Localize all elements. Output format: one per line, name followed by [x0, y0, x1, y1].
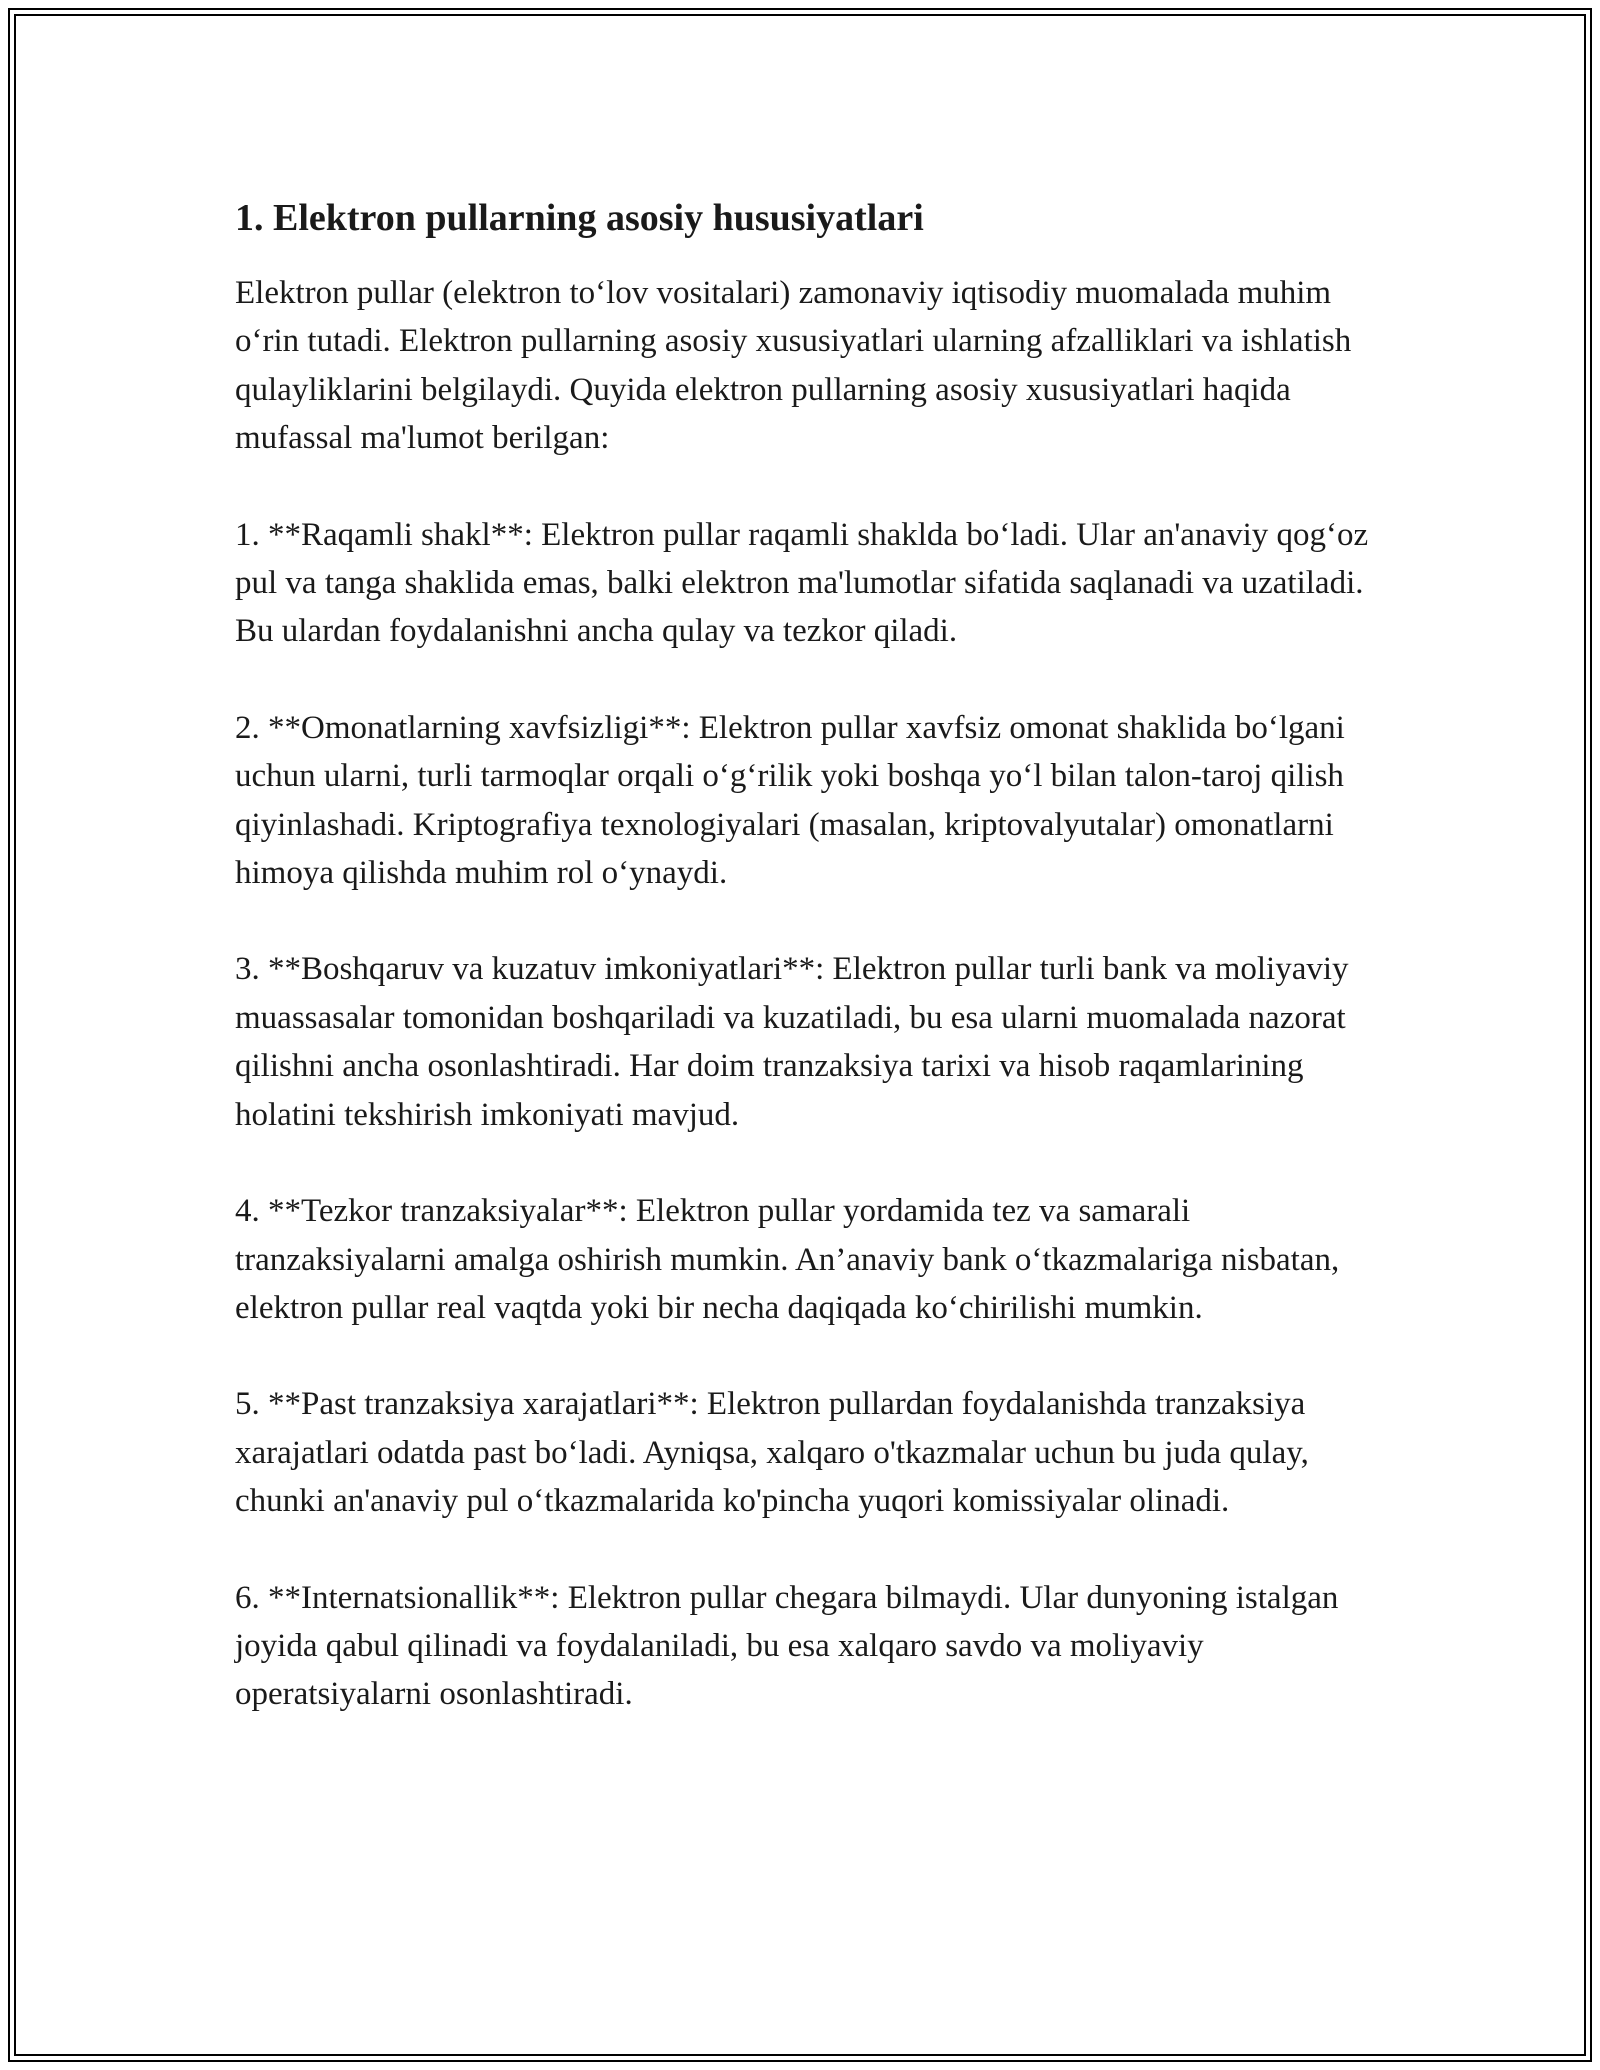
paragraph-low-fees: 5. **Past tranzaksiya xarajatlari**: Elektron pullardan foydalanishda tranzaksiya xarajatlari odatda past bo‘ladi. Ayniqsa, xalqaro o'tkazmalar uchun bu juda qulay, chunki an'anaviy pul o‘tkazmalarida ko'pincha yuqori komissiyalar olinadi.	[235, 1386, 1309, 1520]
paragraph-deposit-security: 2. **Omonatlarning xavfsizligi**: Elektron pullar xavfsiz omonat shaklida bo‘lgani uchun ularni, turli tarmoqlar orqali o‘g‘rilik yoki boshqa yo‘l bilan talon-taroj qilish qiyinlashadi. Kriptografiya texnologiyalari (masalan, kriptovalyutalar) omonatlarni himoya qilishda muhim rol o‘ynaydi.	[235, 709, 1345, 892]
paragraph-fast-transactions: 4. **Tezkor tranzaksiyalar**: Elektron pullar yordamida tez va samarali tranzaksiyalarni amalga oshirish mumkin. An’anaviy bank o‘tkazmalariga nisbatan, elektron pullar real vaqtda yoki bir necha daqiqada ko‘chirilishi mumkin.	[235, 1193, 1340, 1326]
document-content	[235, 193, 1375, 1767]
paragraph-internationality: 6. **Internatsionallik**: Elektron pullar chegara bilmaydi. Ular dunyoning istalgan joyida qabul qilinadi va foydalaniladi, bu esa xalqaro savdo va moliyaviy operatsiyalarni osonlashtiradi.	[235, 1579, 1339, 1713]
section-heading: 1. Elektron pullarning asosiy hususiyatlari	[235, 197, 924, 239]
paragraph-management-control: 3. **Boshqaruv va kuzatuv imkoniyatlari**: Elektron pullar turli bank va moliyaviy muassasalar tomonidan boshqariladi va kuzatiladi, bu esa ularni muomalada nazorat qilishni ancha osonlashtiradi. Har doim tranzaksiya tarixi va hisob raqamlarining holatini tekshirish imkoniyati mavjud.	[235, 951, 1349, 1133]
document-page	[8, 8, 1592, 2062]
paragraph-digital-form: 1. **Raqamli shakl**: Elektron pullar raqamli shaklda bo‘ladi. Ular an'anaviy qog‘oz pul va tanga shaklida emas, balki elektron ma'lumotlar sifatida saqlanadi va uzatiladi. Bu ulardan foydalanishni ancha qulay va tezkor qiladi.	[235, 516, 1369, 650]
intro-paragraph: Elektron pullar (elektron to‘lov vositalari) zamonaviy iqtisodiy muomalada muhim o‘rin tutadi. Elektron pullarning asosiy xususiyatlari ularning afzalliklari va ishlatish qulayliklarini belgilaydi. Quyida elektron pullarning asosiy xususiyatlari haqida mufassal ma'lumot berilgan:	[235, 275, 1352, 457]
